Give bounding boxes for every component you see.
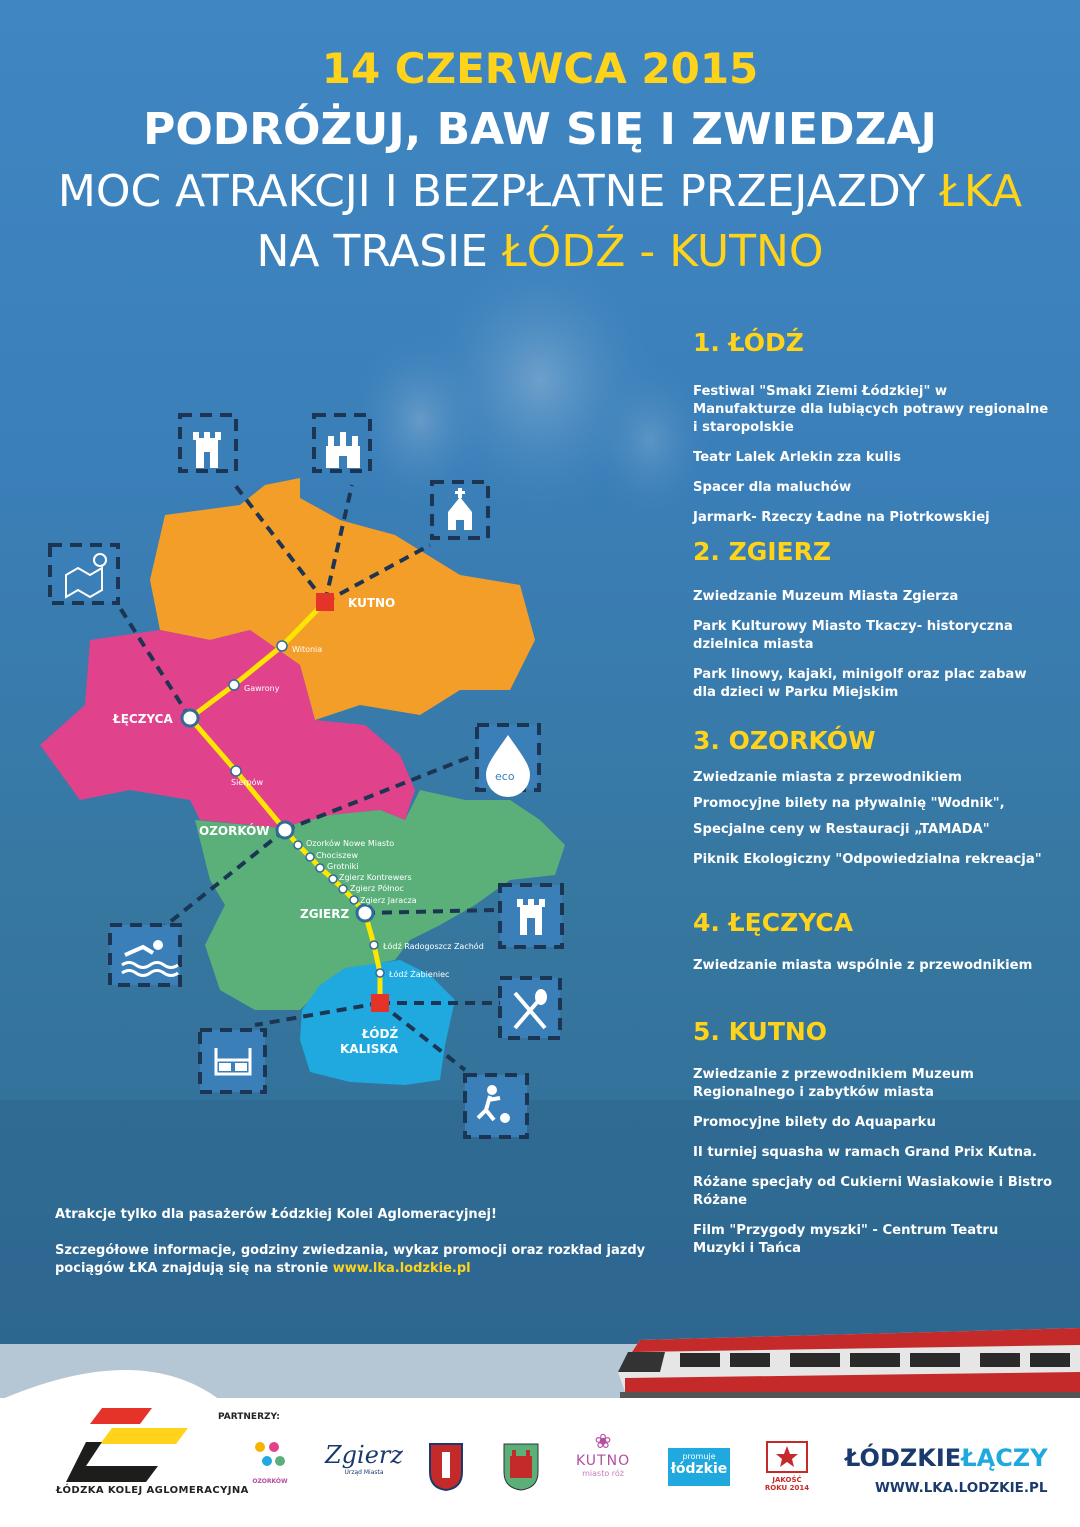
label-lodz: ŁÓDŹ [362,1027,399,1041]
attraction-item: Park Kulturowy Miasto Tkaczy- historyczna dzielnica miasta [693,619,1013,652]
quality-year-sub: ROKU 2014 [764,1484,810,1492]
attraction-item: Film "Przygody myszki" - Centrum Teatru Muzyki i Tańca [693,1223,999,1256]
crest-kutno-icon [502,1442,540,1492]
partner-lodzkie-promuje: promuje [682,1452,716,1461]
attraction-item: Spacer dla maluchów [693,480,852,495]
attraction-item: Zwiedzanie Muzeum Miasta Zgierza [693,589,959,604]
station-dot [229,680,239,690]
event-date: 14 CZERWCA 2015 [321,44,759,93]
label-sierpow: Sierpów [231,778,264,787]
terminal-lodz-marker [371,994,389,1012]
label-lodz-radogoszcz: Łódź Radogoszcz Zachód [383,942,484,951]
ozorkow-symbol-icon [250,1435,290,1475]
attraction-item: Zwiedzanie z przewodnikiem Muzeum Regionalnego i zabytków miasta [693,1067,974,1100]
label-witonia: Witonia [292,645,323,654]
lka-logo [62,1388,192,1484]
section-title: 5. KUTNO [693,1017,828,1046]
station-dot [231,766,241,776]
tower-icon [517,899,545,935]
label-zgierz: ZGIERZ [300,907,350,921]
section-title: 1. ŁÓDŹ [693,328,804,357]
brand-slogan-right: ŁĄCZY [961,1444,1048,1472]
brand-slogan-left: ŁÓDZKIE [845,1444,962,1472]
station-dot [350,896,358,904]
rose-icon: ❀ [594,1429,612,1453]
brand-url[interactable]: WWW.LKA.LODZKIE.PL [875,1480,1048,1496]
website-link[interactable]: www.lka.lodzkie.pl [332,1261,471,1276]
note-passengers-only: Atrakcje tylko dla pasażerów Łódzkiej Kolei Aglomeracyjnej! [55,1207,497,1222]
label-ozorkow-nowe: Ozorków Nowe Miasto [306,839,395,848]
castle-tower-icon [193,432,221,468]
attraction-section-zgierz [693,537,1053,710]
partner-logo-kutno [576,1429,631,1478]
attraction-item: Jarmark- Rzeczy Ładne na Piotrkowskiej [693,510,990,525]
attraction-item: Promocyjne bilety na pływalnię "Wodnik", [693,796,1005,811]
headline-4-highlight: ŁÓDŹ - KUTNO [501,226,824,277]
partner-ozorkow-text: OZORKÓW [252,1478,288,1485]
castle-icon [326,432,360,468]
partner-kutno-text: KUTNO [576,1453,631,1469]
label-kutno: KUTNO [348,596,396,610]
crest-leczyca-icon [428,1442,464,1492]
label-zgierz-jaracza: Zgierz Jaracza [360,896,417,905]
station-ozorkow-marker [277,822,293,838]
attraction-section-lodz [693,328,1053,535]
label-zgierz-kontrewers: Zgierz Kontrewers [339,873,412,882]
headline-3-highlight: ŁKA [939,166,1023,217]
headline-3-text: MOC ATRAKCJI I BEZPŁATNE PRZEJAZDY [57,166,940,217]
attraction-section-ozorkow [693,726,1053,877]
station-leczyca-marker [182,710,198,726]
quality-year: JAKOŚĆ [772,1476,802,1484]
tagline: PODRÓŻUJ, BAW SIĘ I ZWIEDZAJ [143,104,937,155]
section-title: 4. ŁĘCZYCA [693,908,854,937]
label-leczyca: ŁĘCZYCA [113,712,173,726]
station-dot [316,864,324,872]
label-grotniki: Grotniki [327,862,359,871]
attraction-item: Zwiedzanie miasta z przewodnikiem [693,770,962,785]
label-lodz-zabieniec: Łódź Żabieniec [389,970,450,979]
attraction-item: Różane specjały od Cukierni Wasiakowie i Bistro Różane [693,1175,1053,1208]
partner-logo-zgierz [325,1435,403,1476]
partners-label: PARTNERZY: [218,1412,280,1422]
terminal-kutno-marker [316,593,334,611]
partner-lodzkie-text: łódzkie [670,1461,728,1477]
station-dot [376,969,384,977]
partner-zgierz-text: Zgierz [325,1441,404,1469]
attraction-item: Piknik Ekologiczny "Odpowiedzialna rekreacja" [693,852,1042,867]
attraction-section-leczyca [693,908,1053,983]
label-ozorkow: OZORKÓW [199,824,270,838]
station-dot [306,853,314,861]
company-name: ŁÓDZKA KOLEJ AGLOMERACYJNA [56,1485,249,1496]
station-dot [339,885,347,893]
label-chociszew: Chociszew [316,851,359,860]
attraction-section-kutno [693,1017,1053,1266]
section-title: 2. ZGIERZ [693,537,832,566]
label-zgierz-polnoc: Zgierz Północ [350,884,404,893]
attraction-item: Teatr Lalek Arlekin zza kulis [693,450,901,465]
attraction-item: Specjalne ceny w Restauracji „TAMADA" [693,822,990,837]
note-details-text: Szczegółowe informacje, godziny zwiedzania, wykaz promocji oraz rozkład jazdy pociągów ŁKA znajdują się na stronie [55,1243,646,1276]
headline-4-text: NA TRASIE [256,226,502,277]
attraction-item: Festiwal "Smaki Ziemi Łódzkiej" w Manufakturze dla lubiących potrawy regionalne i staropolskie [693,384,1049,435]
partner-logo-quality [762,1440,812,1492]
attraction-item: Promocyjne bilety do Aquaparku [693,1115,936,1130]
partner-logo-lodzkie [668,1448,730,1486]
section-title: 3. OZORKÓW [693,726,876,755]
quality-award-icon [765,1440,809,1474]
partner-kutno-sub: miasto róż [582,1469,624,1478]
label-gawrony: Gawrony [244,684,280,693]
icon-box [465,1075,527,1137]
station-dot [370,941,378,949]
station-dot [277,641,287,651]
station-zgierz-marker [357,905,373,921]
attraction-item: Zwiedzanie miasta wspólnie z przewodnikiem [693,958,1033,973]
station-dot [329,875,337,883]
attraction-item: Park linowy, kajaki, minigolf oraz plac zabaw dla dzieci w Parku Miejskim [693,667,1027,700]
eco-label: eco [495,770,515,783]
station-dot [294,841,302,849]
label-kaliska: KALISKA [340,1042,398,1056]
note-details [55,1242,655,1278]
attraction-item: II turniej squasha w ramach Grand Prix Kutna. [693,1145,1037,1160]
partner-zgierz-sub: Urząd Miasta [344,1469,384,1476]
brand-slogan [845,1444,1048,1472]
partner-logo-ozorkow [250,1435,290,1485]
